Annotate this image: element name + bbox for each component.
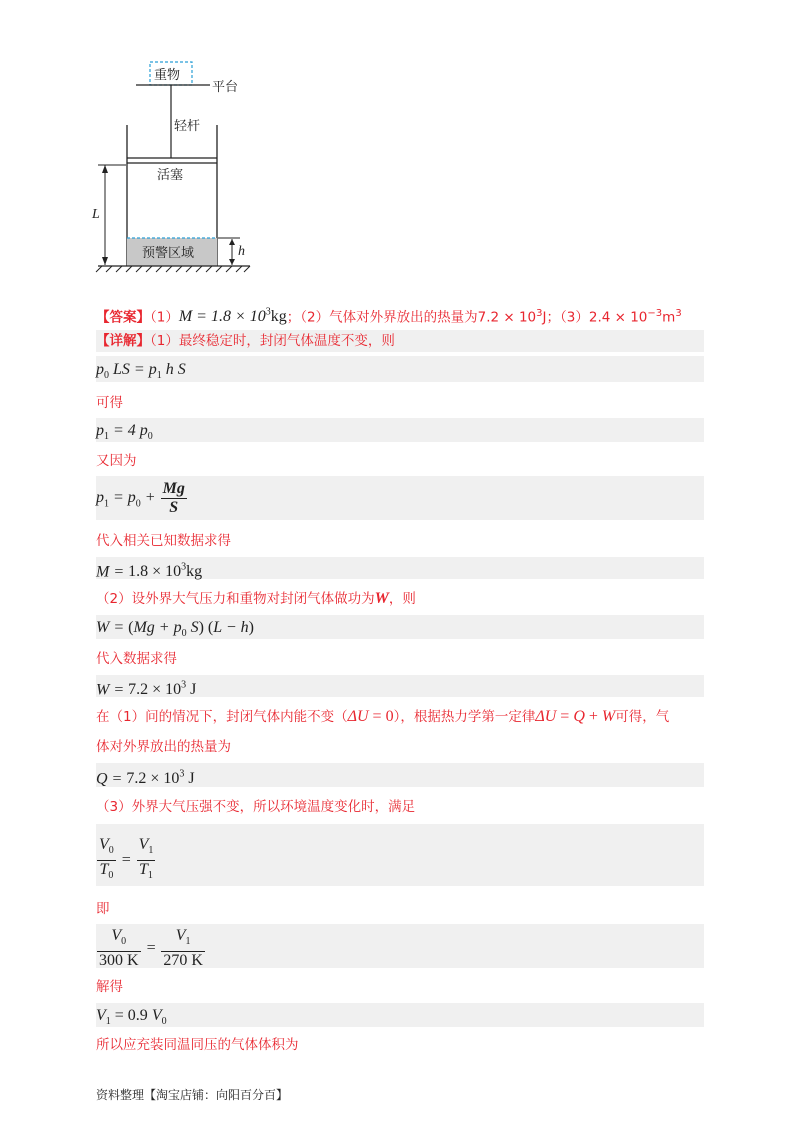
eq-1: $p_0$ LS = $p_1$ h S bbox=[96, 356, 704, 382]
label-platform: 平台 bbox=[212, 80, 239, 95]
eq-8: $\frac{V_0}{T_0}$ = $\frac{V_1}{T_1}$ bbox=[96, 824, 704, 886]
text-dai-ru-2: 代入数据求得 bbox=[96, 651, 177, 667]
eq-7: $Q = 7.2 \times 10^3$ J bbox=[96, 763, 704, 787]
text-part3: 在（1）问的情况下，封闭气体内能不变（ΔU = 0），根据热力学第一定律ΔU = Q + W可得，气 bbox=[96, 708, 670, 725]
eq-4: $M = 1.8 \times 10^3kg$ bbox=[96, 557, 704, 579]
text-part2: （2）设外界大气压力和重物对封闭气体做功为W，则 bbox=[96, 590, 416, 607]
page-footer: 资料整理【淘宝店铺：向阳百分百】 bbox=[96, 1088, 289, 1102]
detail-intro: 【详解】（1）最终稳定时，封闭气体温度不变，则 bbox=[96, 330, 704, 352]
eq-2: $p_1 = 4$ $p_0$ bbox=[96, 418, 704, 442]
apparatus-diagram bbox=[90, 55, 270, 275]
answer-1-value: $M = 1.8 \times 10^3kg$ bbox=[178, 307, 287, 326]
answer-line: 【答案】$(1)M = 1.8 \times 10^3kg$；（2）气体对外界放出的热量为$7.2 \times 10^3J$；$(3)2.4 \times 10^{-3}m^3$ bbox=[96, 307, 682, 326]
text-part4: （3）外界大气压强不变，所以环境温度变化时，满足 bbox=[96, 799, 416, 815]
label-warning: 预警区域 bbox=[142, 246, 195, 261]
eq-5: $W = (Mg + p_0$ S) (L − h) bbox=[96, 615, 704, 639]
label-weight: 重物 bbox=[154, 68, 181, 83]
text-dai-ru-1: 代入相关已知数据求得 bbox=[96, 533, 231, 549]
text-suo-yi: 所以应充装同温同压的气体体积为 bbox=[96, 1037, 299, 1053]
text-part3-line2: 体对外界放出的热量为 bbox=[96, 739, 231, 755]
label-h: h bbox=[238, 244, 245, 259]
text-jie-de: 解得 bbox=[96, 979, 123, 995]
eq-3: $p_1 = p_0$ + $\frac{Mg}{S}$ bbox=[96, 476, 704, 520]
eq-10: $V_1 = 0.9$ $V_0$ bbox=[96, 1003, 704, 1027]
label-L: L bbox=[92, 207, 100, 222]
text-ke-de: 可得 bbox=[96, 395, 123, 411]
label-piston: 活塞 bbox=[157, 168, 184, 183]
text-you-yin-wei: 又因为 bbox=[96, 453, 137, 469]
eq-9: $\frac{V_0}{300 K}$ = $\frac{V_1}{270 K}$ bbox=[96, 924, 704, 968]
eq-6: $W = 7.2 \times 10^3$ J bbox=[96, 675, 704, 697]
text-ji: 即 bbox=[96, 901, 110, 917]
label-rod: 轻杆 bbox=[174, 119, 201, 134]
